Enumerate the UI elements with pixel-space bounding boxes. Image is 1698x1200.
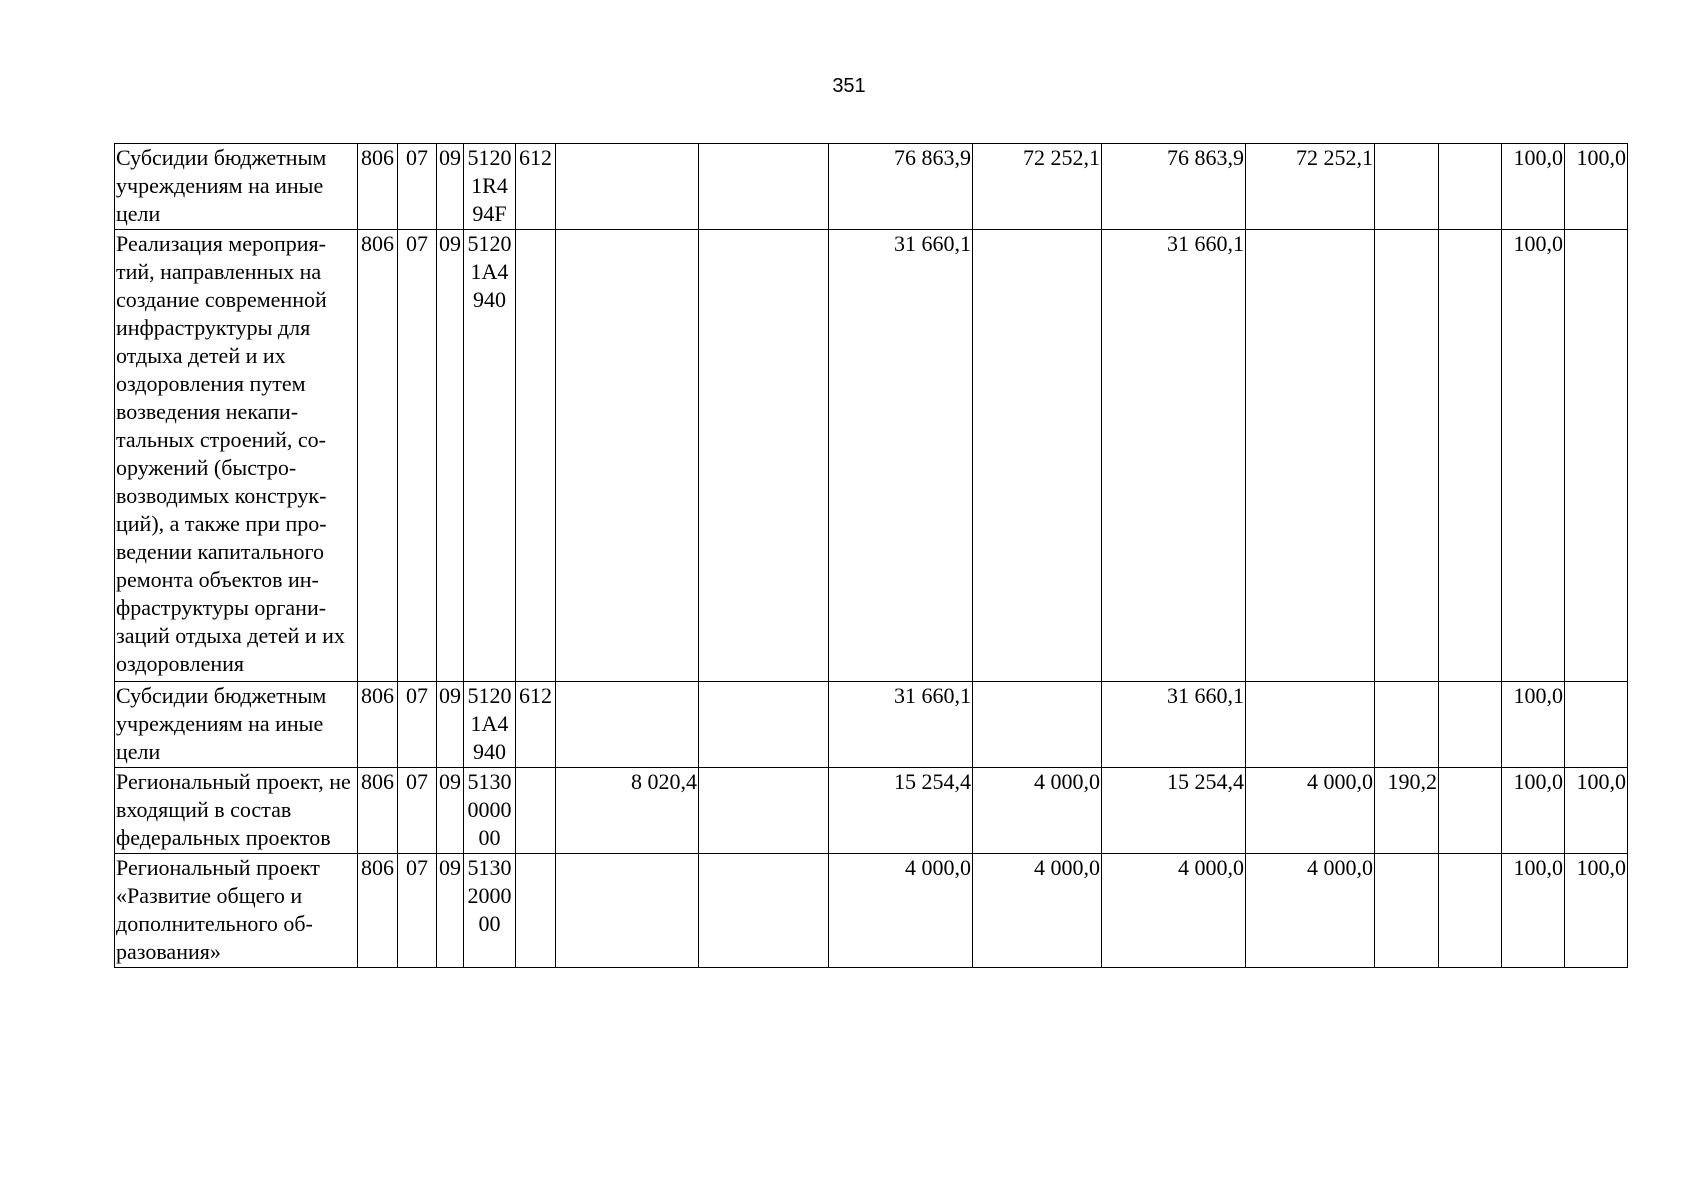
- value-cell: 100,0: [1502, 682, 1565, 768]
- code-ministry: 806: [358, 144, 398, 230]
- value-cell: [1246, 682, 1375, 768]
- code-expense-type: [516, 854, 556, 968]
- value-cell: 4 000,0: [1246, 854, 1375, 968]
- code-expense-type: [516, 768, 556, 854]
- value-cell: [556, 144, 699, 230]
- row-name: Субсидии бюджетным учреждениям на иные цели: [115, 682, 358, 768]
- value-cell: 8 020,4: [556, 768, 699, 854]
- row-name: Субсидии бюджетным учреждениям на иные цели: [115, 144, 358, 230]
- value-cell: [1375, 230, 1439, 682]
- value-cell: [1375, 854, 1439, 968]
- value-cell: [1375, 682, 1439, 768]
- value-cell: [556, 854, 699, 968]
- code-section: 07: [398, 682, 437, 768]
- code-expense-type: [516, 230, 556, 682]
- table-row: [115, 144, 1628, 230]
- value-cell: 4 000,0: [973, 768, 1102, 854]
- code-ministry: 806: [358, 682, 398, 768]
- value-cell: 76 863,9: [1102, 144, 1246, 230]
- value-cell: [1246, 230, 1375, 682]
- page-number: 351: [832, 75, 866, 97]
- row-name: Региональный проект, не входящий в состав федеральных проектов: [115, 768, 358, 854]
- value-cell: 100,0: [1565, 144, 1628, 230]
- value-cell: 100,0: [1502, 768, 1565, 854]
- value-cell: [1439, 854, 1502, 968]
- value-cell: 76 863,9: [829, 144, 973, 230]
- value-cell: [699, 230, 829, 682]
- code-target-article: 5120 1A4 940: [464, 682, 516, 768]
- value-cell: [973, 682, 1102, 768]
- value-cell: 100,0: [1502, 144, 1565, 230]
- code-target-article: 5120 1R4 94F: [464, 144, 516, 230]
- value-cell: [1439, 230, 1502, 682]
- budget-table-body: [115, 144, 1628, 968]
- code-section: 07: [398, 230, 437, 682]
- value-cell: 4 000,0: [829, 854, 973, 968]
- value-cell: [1375, 144, 1439, 230]
- value-cell: 15 254,4: [829, 768, 973, 854]
- value-cell: [1439, 682, 1502, 768]
- value-cell: [1439, 144, 1502, 230]
- code-ministry: 806: [358, 230, 398, 682]
- budget-table: [114, 143, 1628, 968]
- value-cell: [973, 230, 1102, 682]
- value-cell: [699, 768, 829, 854]
- value-cell: [1565, 682, 1628, 768]
- code-target-article: 5120 1A4 940: [464, 230, 516, 682]
- table-row: [115, 768, 1628, 854]
- value-cell: 100,0: [1565, 768, 1628, 854]
- value-cell: 4 000,0: [1246, 768, 1375, 854]
- value-cell: 15 254,4: [1102, 768, 1246, 854]
- value-cell: 4 000,0: [1102, 854, 1246, 968]
- code-section: 07: [398, 768, 437, 854]
- code-subsection: 09: [437, 768, 464, 854]
- value-cell: [699, 144, 829, 230]
- value-cell: [1565, 230, 1628, 682]
- table-row: [115, 854, 1628, 968]
- value-cell: 100,0: [1502, 854, 1565, 968]
- value-cell: 100,0: [1502, 230, 1565, 682]
- code-ministry: 806: [358, 854, 398, 968]
- value-cell: [556, 230, 699, 682]
- code-expense-type: 612: [516, 682, 556, 768]
- code-target-article: 5130 2000 00: [464, 854, 516, 968]
- code-section: 07: [398, 854, 437, 968]
- value-cell: 31 660,1: [1102, 682, 1246, 768]
- row-name: Реализация мероприя-тий, направленных на создание современной инфраструктуры для отдыха детей и их оздоровления путем возведения некапи-тальных строений, со-оружений (быстро-возводимых конструк-ций), а также при про-ведении капитального ремонта объектов ин-фраструктуры органи-заций отдыха детей и их оздоровления: [115, 230, 358, 682]
- code-subsection: 09: [437, 854, 464, 968]
- code-subsection: 09: [437, 144, 464, 230]
- row-name: Региональный проект «Развитие общего и дополнительного об-разования»: [115, 854, 358, 968]
- code-subsection: 09: [437, 682, 464, 768]
- value-cell: 100,0: [1565, 854, 1628, 968]
- table-row: [115, 230, 1628, 682]
- table-row: [115, 682, 1628, 768]
- value-cell: 72 252,1: [973, 144, 1102, 230]
- value-cell: 4 000,0: [973, 854, 1102, 968]
- value-cell: 190,2: [1375, 768, 1439, 854]
- value-cell: 31 660,1: [829, 230, 973, 682]
- value-cell: 31 660,1: [1102, 230, 1246, 682]
- code-expense-type: 612: [516, 144, 556, 230]
- code-ministry: 806: [358, 768, 398, 854]
- value-cell: 72 252,1: [1246, 144, 1375, 230]
- code-subsection: 09: [437, 230, 464, 682]
- code-target-article: 5130 0000 00: [464, 768, 516, 854]
- value-cell: [1439, 768, 1502, 854]
- value-cell: [699, 682, 829, 768]
- value-cell: 31 660,1: [829, 682, 973, 768]
- value-cell: [699, 854, 829, 968]
- value-cell: [556, 682, 699, 768]
- code-section: 07: [398, 144, 437, 230]
